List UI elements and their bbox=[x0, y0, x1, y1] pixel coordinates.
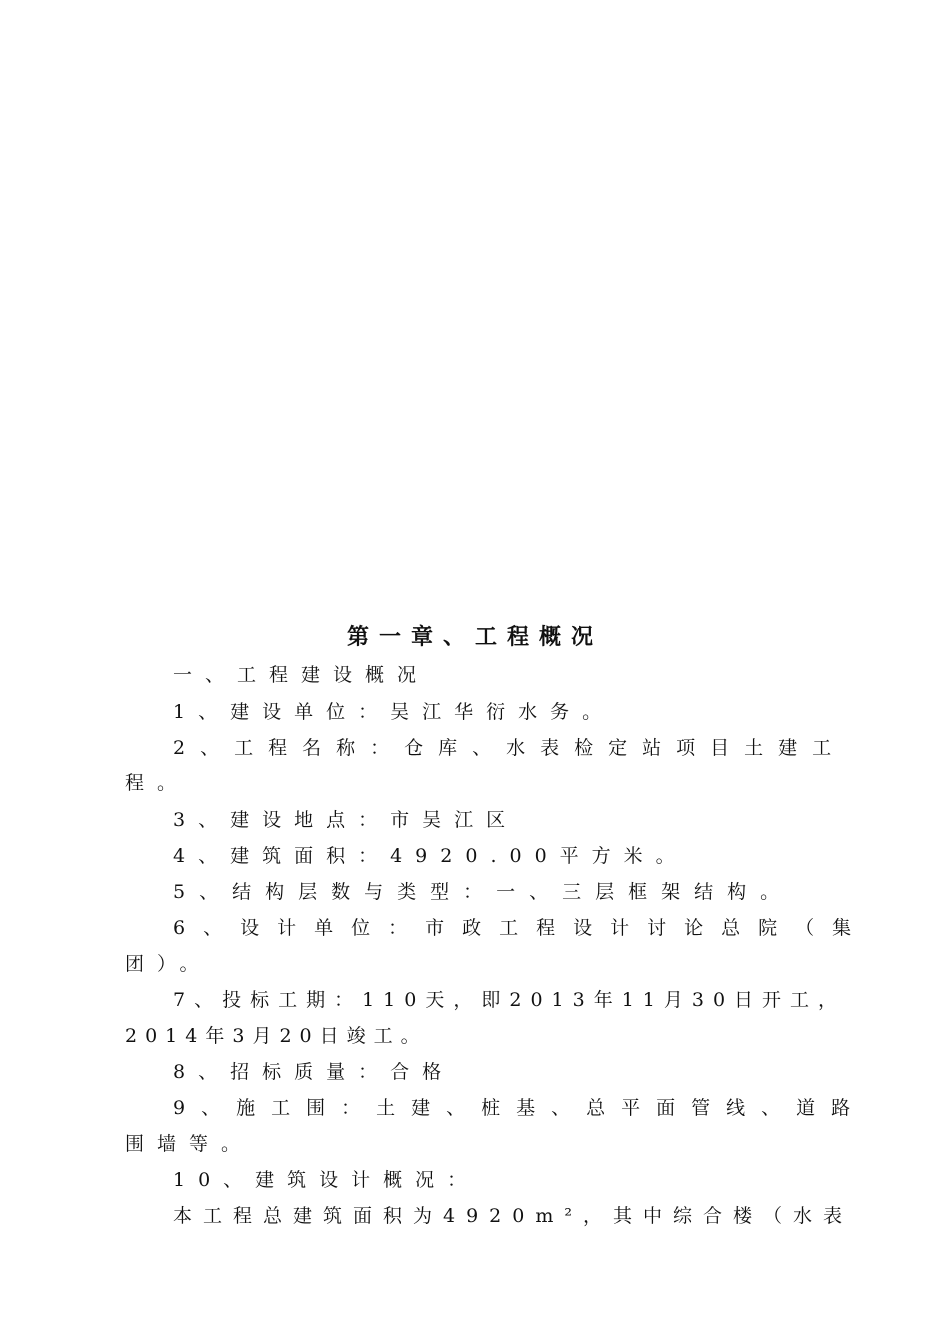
item-scope-cont: 围墙等。 bbox=[125, 1133, 254, 1155]
item-project-name: 2、工程名称：仓库、水表检定站项目土建工 bbox=[173, 737, 847, 759]
chapter-title: 第一章、工程概况 bbox=[346, 625, 603, 650]
item-design-unit: 6、设计单位：市政工程设计讨论总院（集 bbox=[173, 917, 870, 939]
item-project-name-cont: 程。 bbox=[125, 772, 190, 794]
item-schedule-cont: 2014年3月20日竣工。 bbox=[125, 1025, 428, 1047]
item-quality: 8、招标质量：合格 bbox=[173, 1061, 455, 1083]
item-architecture-text: 本工程总建筑面积为4920m²，其中综合楼（水表 bbox=[173, 1205, 853, 1227]
item-structure: 5、结构层数与类型：一、三层框架结构。 bbox=[173, 881, 794, 903]
item-construction-unit: 1、建设单位：吴江华衍水务。 bbox=[173, 701, 615, 723]
section-heading: 一、工程建设概况 bbox=[173, 664, 430, 686]
item-design-unit-cont: 团）。 bbox=[125, 953, 212, 975]
item-schedule: 7、投标工期：110天，即2013年11月30日开工， bbox=[173, 989, 847, 1011]
item-floor-area: 4、建筑面积：4920.00平方米。 bbox=[173, 845, 688, 867]
item-architecture-overview: 10、建筑设计概况： bbox=[173, 1169, 480, 1191]
item-location: 3、建设地点：市吴江区 bbox=[173, 809, 519, 831]
item-scope: 9、施工围：土建、桩基、总平面管线、道路 bbox=[173, 1097, 867, 1119]
